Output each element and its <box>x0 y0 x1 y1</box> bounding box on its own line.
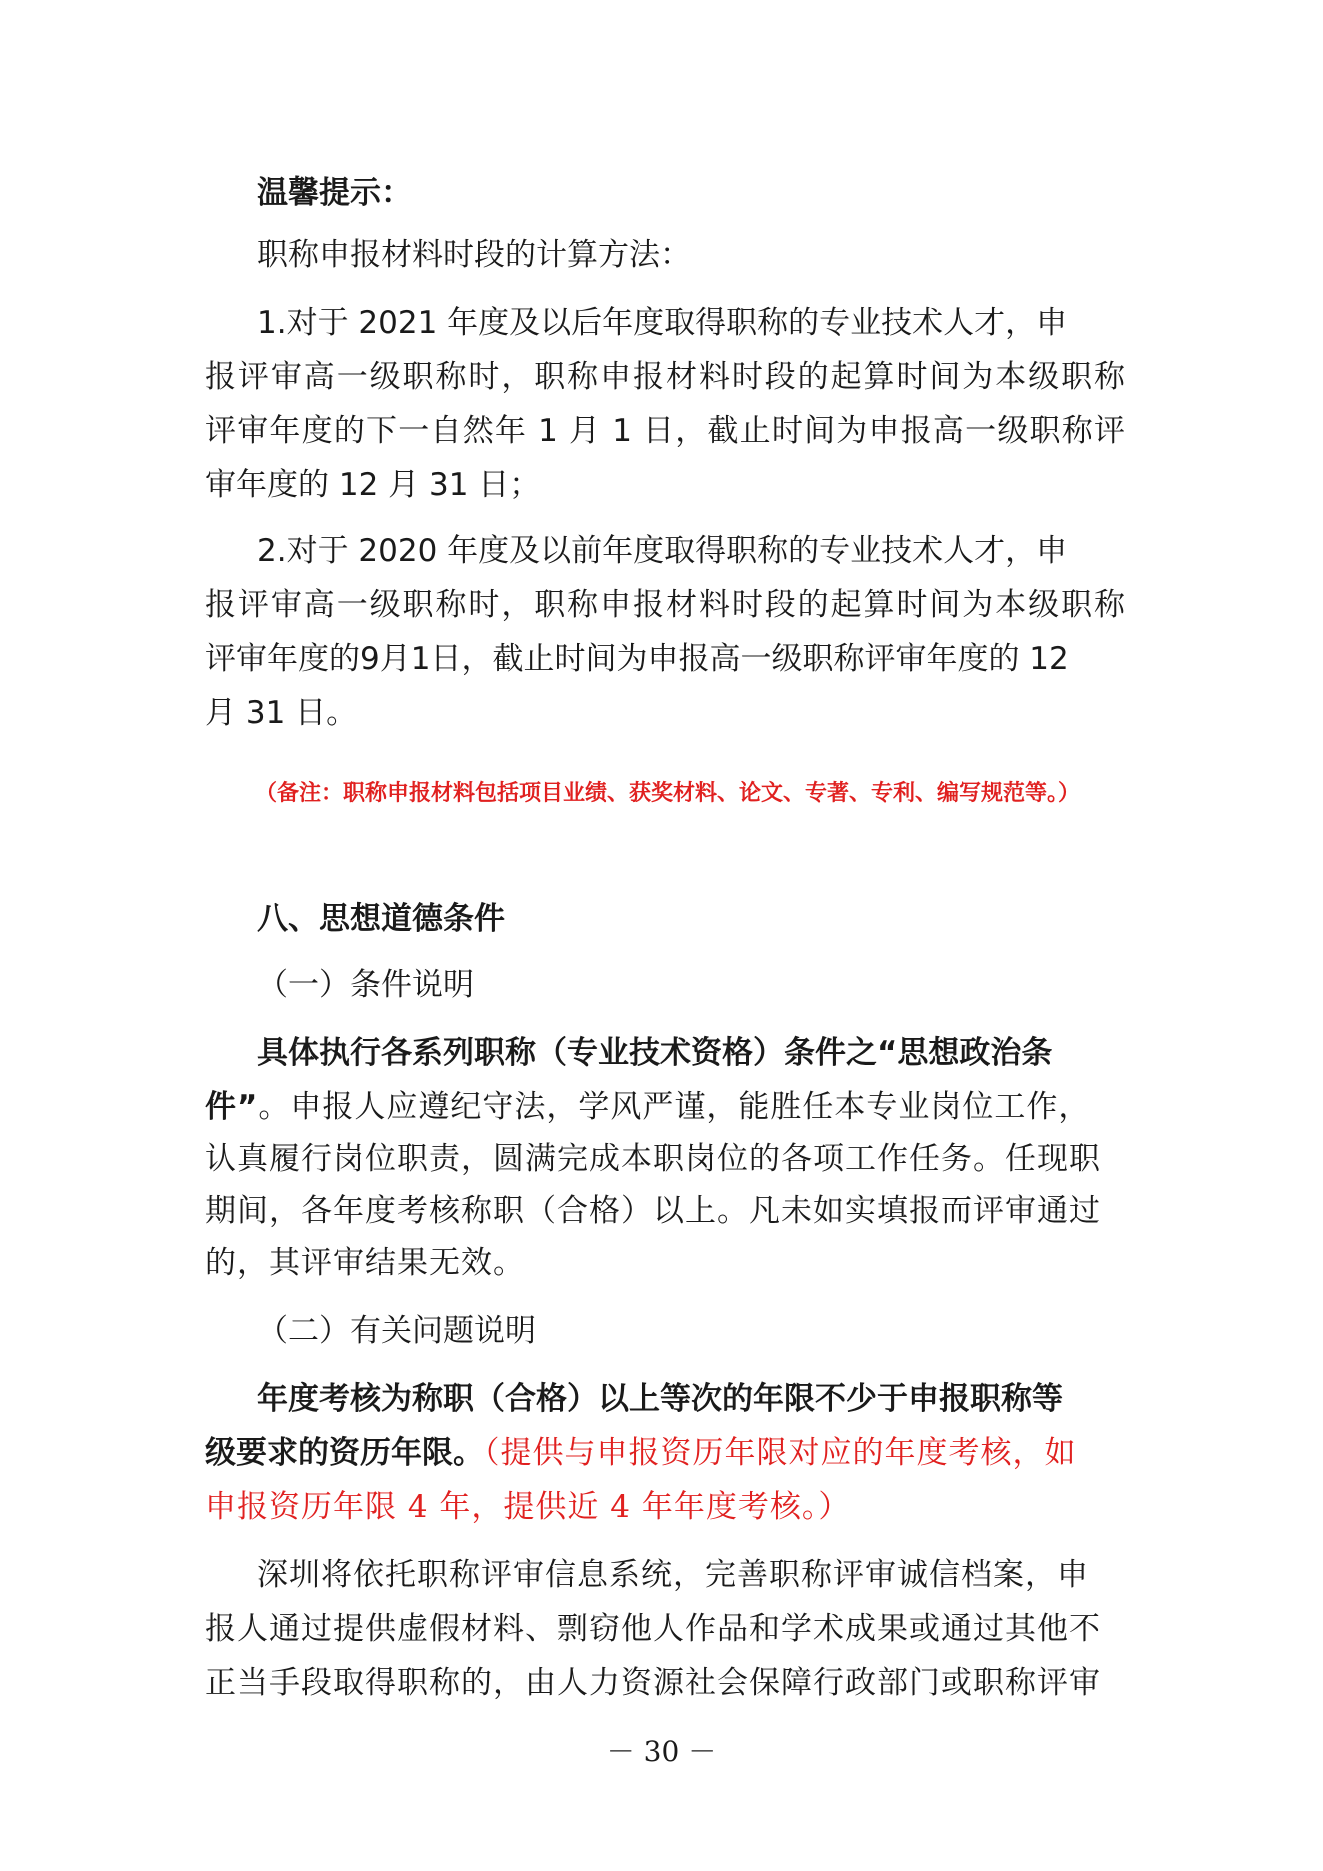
remark-note: （备注：职称申报材料包括项目业绩、获奖材料、论文、专著、专利、编写规范等。） <box>255 781 1081 806</box>
sub2-para2-line2: 报人通过提供虚假材料、剽窃他人作品和学术成果或通过其他不 <box>205 1611 1101 1647</box>
item1-line4: 审年度的 12 月 31 日； <box>205 467 541 503</box>
sub1-line2 <box>205 1082 1125 1132</box>
sub2-line2-bold: 级要求的资历年限。 <box>205 1435 484 1471</box>
sub2-para2-line1: 深圳将依托职称评审信息系统，完善职称评审诚信档案，申 <box>257 1557 1089 1593</box>
sub1-line3: 认真履行岗位职责，圆满完成本职岗位的各项工作任务。任现职 <box>205 1141 1101 1177</box>
sub1-line1: 具体执行各系列职称（专业技术资格）条件之“思想政治条 <box>257 1035 1053 1071</box>
item1-line2: 报评审高一级职称时，职称申报材料时段的起算时间为本级职称 <box>205 359 1125 395</box>
item2-line1: 2.对于 2020 年度及以前年度取得职称的专业技术人才，申 <box>257 533 1068 569</box>
section8-title: 八、思想道德条件 <box>257 901 505 937</box>
sub1-line2-bold: 件” <box>205 1089 259 1125</box>
tips-heading: 温馨提示： <box>257 175 412 211</box>
sub2-line2-red: （提供与申报资历年限对应的年度考核，如 <box>484 1435 1077 1471</box>
sub2-title: （二）有关问题说明 <box>257 1313 536 1349</box>
sub2-line2 <box>205 1428 1125 1478</box>
item1-line3: 评审年度的下一自然年 1 月 1 日，截止时间为申报高一级职称评 <box>205 413 1125 449</box>
sub1-title: （一）条件说明 <box>257 967 474 1003</box>
item1-line1: 1.对于 2021 年度及以后年度取得职称的专业技术人才，申 <box>257 305 1068 341</box>
item2-line4: 月 31 日。 <box>205 695 358 731</box>
method-title: 职称申报材料时段的计算方法： <box>257 237 691 273</box>
sub2-para2-line3: 正当手段取得职称的，由人力资源社会保障行政部门或职称评审 <box>205 1665 1101 1701</box>
sub2-line1: 年度考核为称职（合格）以上等次的年限不少于申报职称等 <box>257 1381 1063 1417</box>
sub2-line3: 申报资历年限 4 年，提供近 4 年年度考核。） <box>205 1489 851 1525</box>
item2-line3: 评审年度的9月1日，截止时间为申报高一级职称评审年度的 12 <box>205 641 1069 677</box>
sub1-line4: 期间，各年度考核称职（合格）以上。凡未如实填报而评审通过 <box>205 1193 1101 1229</box>
item2-line2: 报评审高一级职称时，职称申报材料时段的起算时间为本级职称 <box>205 587 1125 623</box>
sub1-line5: 的，其评审结果无效。 <box>205 1245 525 1281</box>
page-number: － 30 － <box>606 1735 717 1768</box>
sub1-line2-rest: 。申报人应遵纪守法，学风严谨，能胜任本专业岗位工作， <box>258 1089 1091 1125</box>
